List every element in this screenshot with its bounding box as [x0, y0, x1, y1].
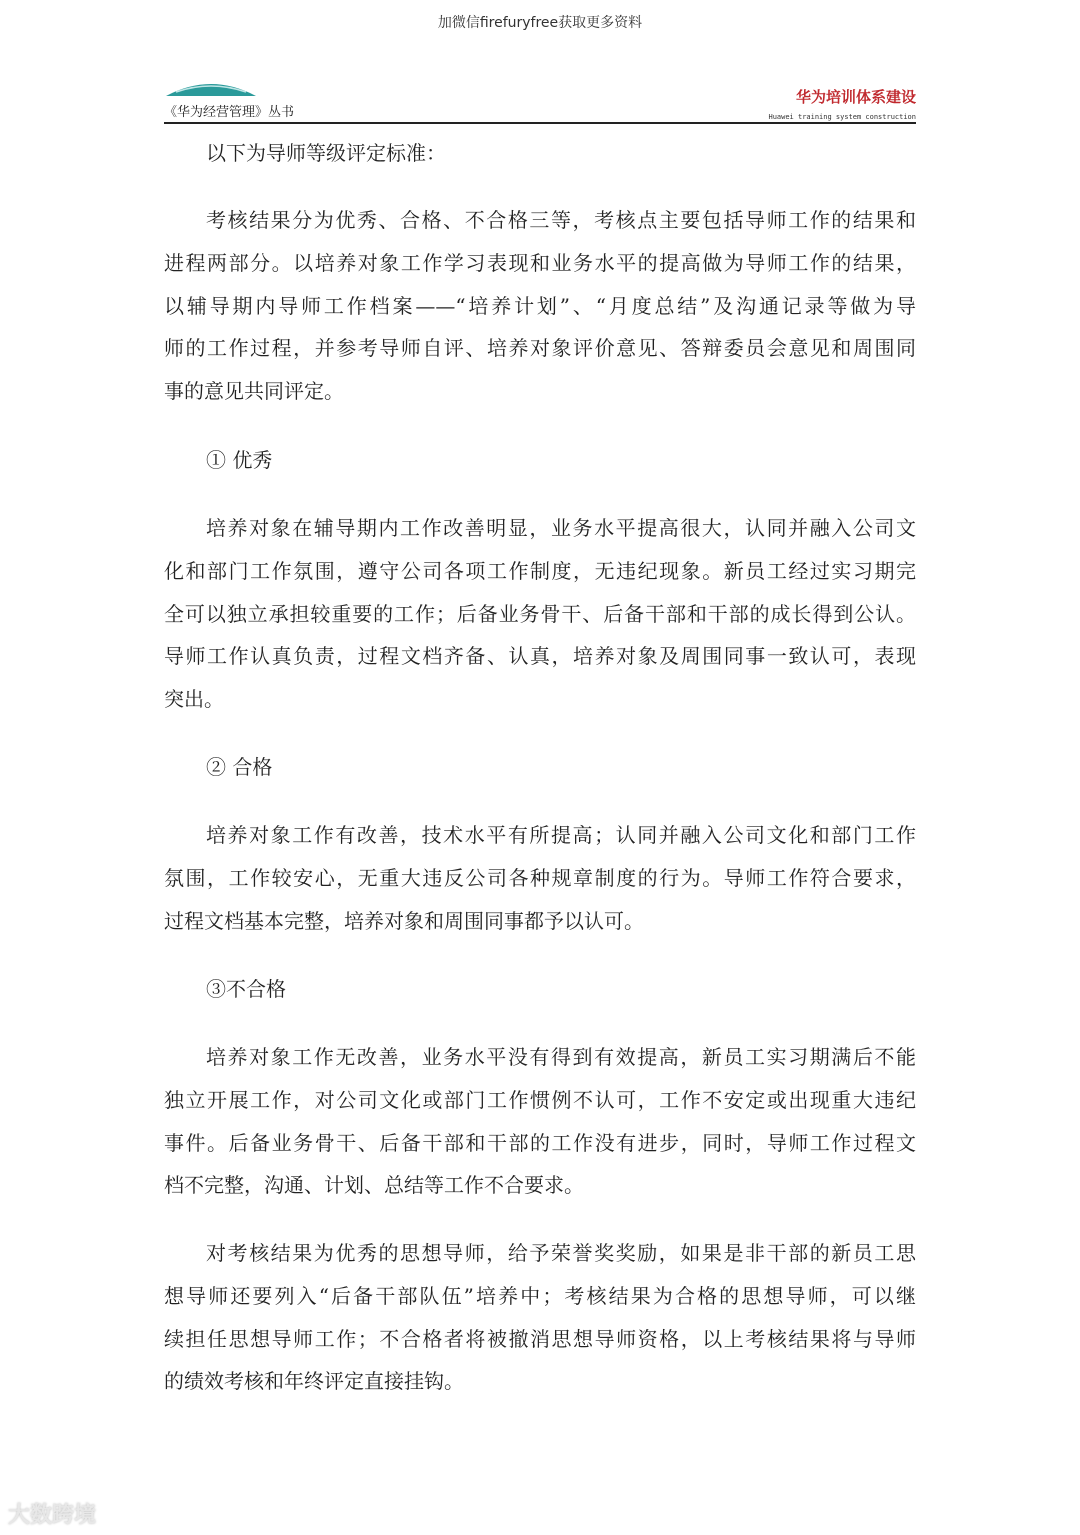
text-line: 独立开展工作，对公司文化或部门工作惯例不认可，工作不安定或出现重大违纪 [164, 1087, 916, 1112]
brand-title: 华为培训体系建设 [795, 88, 916, 106]
text-line: 的绩效考核和年终评定直接挂钩。 [164, 1369, 464, 1394]
text-line: 化和部门工作氛围，遵守公司各项工作制度，无违纪现象。新员工经过实习期完 [164, 558, 916, 583]
text-line: 全可以独立承担较重要的工作；后备业务骨干、后备干部和干部的成长得到公认。 [164, 601, 916, 626]
text-line: 导师工作认真负责，过程文档齐备、认真，培养对象及周围同事一致认可，表现 [164, 644, 916, 669]
header-rule [164, 122, 916, 124]
paragraph-4 [164, 1036, 916, 1207]
text-line: 培养对象工作无改善，业务水平没有得到有效提高，新员工实习期满后不能 [206, 1045, 916, 1069]
text-line: 突出。 [164, 687, 224, 712]
paragraph-3 [164, 814, 916, 942]
text-line: 过程文档基本完整，培养对象和周围同事都予以认可。 [164, 908, 644, 933]
heading-line: ③不合格 [206, 977, 286, 1001]
text-line: 培养对象在辅导期内工作改善明显，业务水平提高很大，认同并融入公司文 [206, 516, 916, 540]
intro [164, 132, 916, 175]
text-line: 想导师还要列入“后备干部队伍”培养中；考核结果为合格的思想导师，可以继 [164, 1283, 916, 1308]
text-line: 以辅导期内导师工作档案——“培养计划”、“月度总结”及沟通记录等做为导 [164, 293, 916, 318]
watermark-logo: 大数跨境 [8, 1503, 97, 1528]
text-line: 档不完整，沟通、计划、总结等工作不合要求。 [164, 1173, 584, 1198]
text-line: 氛围，工作较安心，无重大违反公司各种规章制度的行为。导师工作符合要求， [164, 865, 916, 890]
paragraph-1 [164, 199, 916, 413]
paragraph-5 [164, 1232, 916, 1403]
mountain-logo-icon [166, 78, 256, 98]
book-series-title: 《华为经营管理》丛书 [164, 105, 295, 120]
top-note: 加微信firefuryfree获取更多资料 [437, 15, 643, 31]
text-line: 续担任思想导师工作；不合格者将被撤消思想导师资格，以上考核结果将与导师 [164, 1326, 916, 1351]
heading-line: ② 合格 [206, 755, 273, 779]
text-line: 培养对象工作有改善，技术水平有所提高；认同并融入公司文化和部门工作 [206, 823, 916, 847]
brand-block [768, 86, 916, 121]
heading-pass [164, 746, 916, 789]
intro-line: 以下为导师等级评定标准： [206, 141, 446, 165]
heading-line: ① 优秀 [206, 448, 273, 472]
text-line: 考核结果分为优秀、合格、不合格三等，考核点主要包括导师工作的结果和 [206, 208, 916, 232]
brand-subtitle: Huawei training system construction [768, 113, 916, 121]
heading-excellent [164, 439, 916, 482]
text-line: 师的工作过程，并参考导师自评、培养对象评价意见、答辩委员会意见和周围同 [164, 336, 916, 361]
heading-fail [164, 968, 916, 1011]
text-line: 进程两部分。以培养对象工作学习表现和业务水平的提高做为导师工作的结果， [164, 250, 916, 275]
text-line: 对考核结果为优秀的思想导师，给予荣誉奖奖励，如果是非干部的新员工思 [206, 1241, 916, 1265]
text-line: 事的意见共同评定。 [164, 379, 344, 404]
paragraph-2 [164, 507, 916, 721]
text-line: 事件。后备业务骨干、后备干部和干部的工作没有进步，同时，导师工作过程文 [164, 1130, 916, 1155]
